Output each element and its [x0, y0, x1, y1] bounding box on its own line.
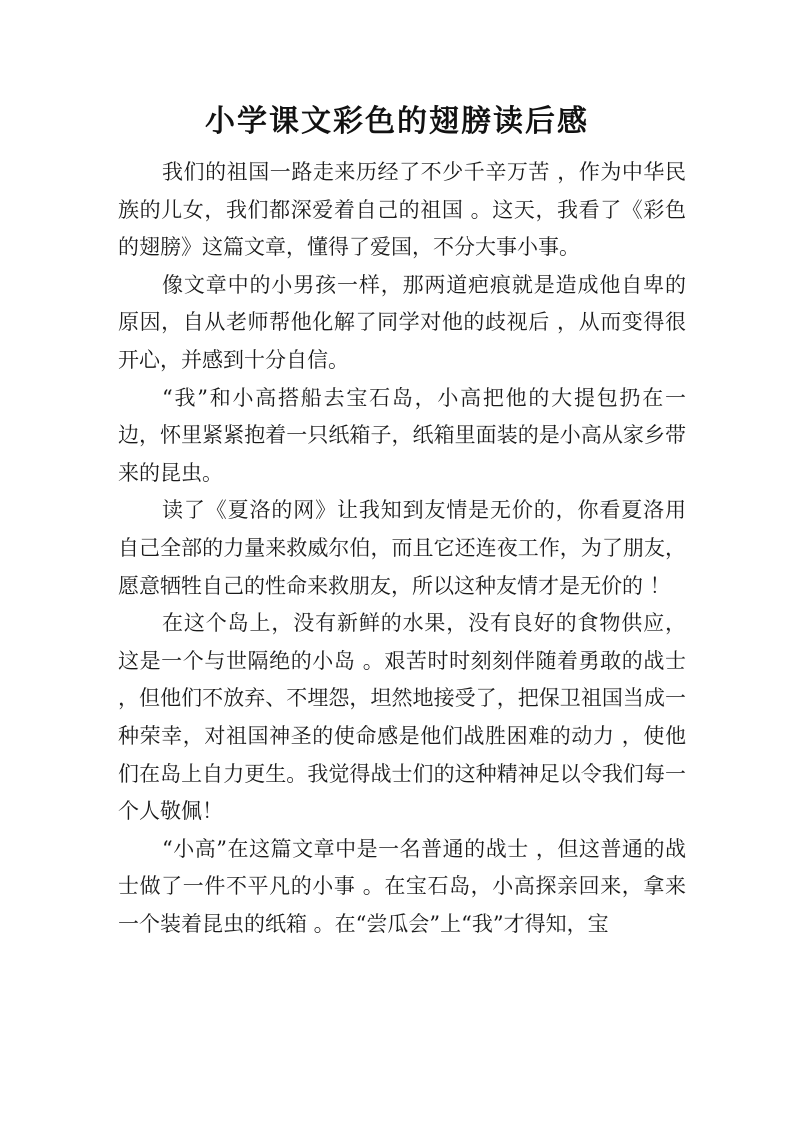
paragraph-4: 读了《夏洛的网》让我知到友情是无价的，你看夏洛用自己全部的力量来救威尔伯，而且它还连夜工作，为了朋友，愿意牺牲自己的性命来救朋友，所以这种友情才是无价的 ！ [118, 498, 686, 598]
paragraph-2: 像文章中的小男孩一样，那两道疤痕就是造成他自卑的原因，自从老师帮他化解了同学对他的歧视后 ，从而变得很开心，并感到十分自信。 [118, 272, 686, 372]
paragraph-1: 我们的祖国一路走来历经了不少千辛万苦 ，作为中华民族的儿女，我们都深爱着自己的祖国 。这天，我看了《彩色的翅膀》这篇文章，懂得了爱国，不分大事小事。 [118, 160, 686, 260]
document-title: 小学课文彩色的翅膀读后感 [205, 104, 589, 139]
paragraph-5: 在这个岛上，没有新鲜的水果，没有良好的食物供应，这是一个与世隔绝的小岛 。艰苦时时刻刻伴随着勇敢的战士 ，但他们不放弃、不埋怨，坦然地接受了，把保卫祖国当成一种荣幸，对祖国神圣的使命感是他们战胜困难的动力 ，使他们在岛上自力更生。我觉得战士们的这种精神足以令我们每一个人敬佩！ [118, 611, 686, 824]
paragraph-3: “我”和小高搭船去宝石岛，小高把他的大提包扔在一边，怀里紧紧抱着一只纸箱子，纸箱里面装的是小高从家乡带来的昆虫。 [118, 385, 686, 485]
paragraph-6: “小高”在这篇文章中是一名普通的战士 ，但这普通的战士做了一件不平凡的小事 。在宝石岛，小高探亲回来，拿来一个装着昆虫的纸箱 。在“尝瓜会”上“我”才得知，宝 [118, 836, 686, 936]
document-body [118, 154, 686, 943]
